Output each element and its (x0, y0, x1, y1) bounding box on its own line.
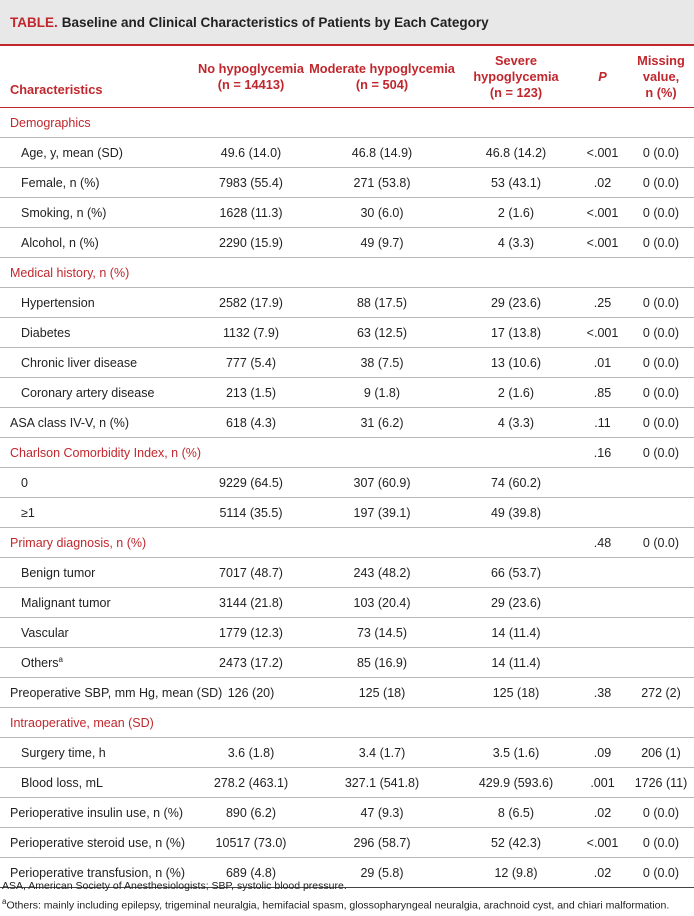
cell-moderate-hypoglycemia: 47 (9.3) (309, 798, 455, 828)
table-row (0, 288, 694, 318)
cell-missing-value (628, 498, 694, 528)
cell-severe-hypoglycemia: 125 (18) (455, 678, 577, 708)
cell-p-value: .48 (577, 528, 628, 558)
cell-p-value: <.001 (577, 228, 628, 258)
cell-no-hypoglycemia: 1132 (7.9) (193, 318, 309, 348)
cell-missing-value: 0 (0.0) (628, 348, 694, 378)
cell-missing-value: 0 (0.0) (628, 138, 694, 168)
cell-moderate-hypoglycemia: 243 (48.2) (309, 558, 455, 588)
cell-p-value (577, 498, 628, 528)
cell-no-hypoglycemia: 7017 (48.7) (193, 558, 309, 588)
table-row (0, 408, 694, 438)
cell-moderate-hypoglycemia: 271 (53.8) (309, 168, 455, 198)
section-label: Primary diagnosis, n (%) (0, 528, 193, 558)
row-label: Chronic liver disease (0, 348, 193, 378)
cell-missing-value: 0 (0.0) (628, 198, 694, 228)
table-row (0, 468, 694, 498)
table-row (0, 618, 694, 648)
cell-moderate-hypoglycemia: 31 (6.2) (309, 408, 455, 438)
cell-severe-hypoglycemia: 74 (60.2) (455, 468, 577, 498)
cell-moderate-hypoglycemia: 9 (1.8) (309, 378, 455, 408)
table-row (0, 378, 694, 408)
section-label: Medical history, n (%) (0, 258, 193, 288)
cell-no-hypoglycemia (193, 528, 309, 558)
header-characteristics: Characteristics (0, 46, 193, 108)
cell-moderate-hypoglycemia: 30 (6.0) (309, 198, 455, 228)
cell-severe-hypoglycemia (455, 708, 577, 738)
cell-p-value (577, 258, 628, 288)
cell-p-value (577, 468, 628, 498)
cell-severe-hypoglycemia (455, 258, 577, 288)
table-row (0, 438, 694, 468)
cell-severe-hypoglycemia: 4 (3.3) (455, 408, 577, 438)
cell-p-value: .16 (577, 438, 628, 468)
section-label: Charlson Comorbidity Index, n (%) (0, 438, 193, 468)
cell-missing-value (628, 588, 694, 618)
cell-severe-hypoglycemia: 53 (43.1) (455, 168, 577, 198)
table-row (0, 138, 694, 168)
characteristics-table (0, 46, 694, 888)
row-label: Coronary artery disease (0, 378, 193, 408)
row-label: Vascular (0, 618, 193, 648)
cell-p-value (577, 108, 628, 138)
cell-missing-value: 0 (0.0) (628, 528, 694, 558)
cell-severe-hypoglycemia (455, 438, 577, 468)
row-label: Preoperative SBP, mm Hg, mean (SD) (0, 678, 193, 708)
cell-p-value: .38 (577, 678, 628, 708)
cell-moderate-hypoglycemia (309, 708, 455, 738)
table-title-label: TABLE. (10, 15, 58, 30)
cell-no-hypoglycemia: 1628 (11.3) (193, 198, 309, 228)
cell-no-hypoglycemia: 689 (4.8) (193, 858, 309, 888)
cell-p-value: .01 (577, 348, 628, 378)
cell-missing-value (628, 558, 694, 588)
table-row (0, 108, 694, 138)
table-row (0, 168, 694, 198)
cell-severe-hypoglycemia: 2 (1.6) (455, 198, 577, 228)
cell-moderate-hypoglycemia: 49 (9.7) (309, 228, 455, 258)
cell-moderate-hypoglycemia: 125 (18) (309, 678, 455, 708)
header-p-value: P (577, 46, 628, 108)
cell-moderate-hypoglycemia: 197 (39.1) (309, 498, 455, 528)
cell-no-hypoglycemia: 49.6 (14.0) (193, 138, 309, 168)
table-row (0, 648, 694, 678)
table-row (0, 198, 694, 228)
cell-moderate-hypoglycemia: 29 (5.8) (309, 858, 455, 888)
row-label: Malignant tumor (0, 588, 193, 618)
table-header-row (0, 46, 694, 108)
row-label: Perioperative transfusion, n (%) (0, 858, 193, 888)
cell-moderate-hypoglycemia (309, 528, 455, 558)
cell-missing-value: 0 (0.0) (628, 438, 694, 468)
row-label: ASA class IV-V, n (%) (0, 408, 193, 438)
cell-severe-hypoglycemia: 4 (3.3) (455, 228, 577, 258)
cell-missing-value: 0 (0.0) (628, 408, 694, 438)
cell-missing-value: 0 (0.0) (628, 828, 694, 858)
cell-no-hypoglycemia: 1779 (12.3) (193, 618, 309, 648)
cell-severe-hypoglycemia (455, 528, 577, 558)
table-body (0, 108, 694, 888)
cell-severe-hypoglycemia: 8 (6.5) (455, 798, 577, 828)
table-row (0, 738, 694, 768)
row-label: 0 (0, 468, 193, 498)
section-label: Demographics (0, 108, 193, 138)
table-row (0, 798, 694, 828)
cell-no-hypoglycemia: 7983 (55.4) (193, 168, 309, 198)
row-label: Diabetes (0, 318, 193, 348)
table-row (0, 768, 694, 798)
cell-moderate-hypoglycemia: 85 (16.9) (309, 648, 455, 678)
table-row (0, 828, 694, 858)
cell-no-hypoglycemia (193, 438, 309, 468)
table-row (0, 318, 694, 348)
cell-missing-value: 0 (0.0) (628, 378, 694, 408)
cell-missing-value (628, 108, 694, 138)
cell-moderate-hypoglycemia: 88 (17.5) (309, 288, 455, 318)
cell-missing-value: 0 (0.0) (628, 228, 694, 258)
table-row (0, 708, 694, 738)
cell-missing-value: 0 (0.0) (628, 858, 694, 888)
cell-severe-hypoglycemia: 46.8 (14.2) (455, 138, 577, 168)
cell-p-value: <.001 (577, 318, 628, 348)
table-row (0, 258, 694, 288)
row-label: Perioperative insulin use, n (%) (0, 798, 193, 828)
cell-missing-value: 1726 (11) (628, 768, 694, 798)
header-missing-value: Missing value, n (%) (628, 46, 694, 108)
cell-moderate-hypoglycemia: 103 (20.4) (309, 588, 455, 618)
cell-moderate-hypoglycemia: 307 (60.9) (309, 468, 455, 498)
cell-no-hypoglycemia: 890 (6.2) (193, 798, 309, 828)
cell-no-hypoglycemia: 3144 (21.8) (193, 588, 309, 618)
header-no-hypoglycemia: No hypoglycemia (n = 14413) (193, 46, 309, 108)
table-row (0, 558, 694, 588)
cell-missing-value (628, 258, 694, 288)
cell-severe-hypoglycemia: 14 (11.4) (455, 648, 577, 678)
cell-moderate-hypoglycemia: 38 (7.5) (309, 348, 455, 378)
cell-severe-hypoglycemia (455, 108, 577, 138)
table-title (0, 0, 694, 46)
cell-missing-value (628, 468, 694, 498)
cell-no-hypoglycemia: 213 (1.5) (193, 378, 309, 408)
row-label: Alcohol, n (%) (0, 228, 193, 258)
row-label: Benign tumor (0, 558, 193, 588)
cell-missing-value: 0 (0.0) (628, 318, 694, 348)
cell-no-hypoglycemia: 3.6 (1.8) (193, 738, 309, 768)
cell-p-value (577, 558, 628, 588)
cell-missing-value (628, 618, 694, 648)
cell-moderate-hypoglycemia: 296 (58.7) (309, 828, 455, 858)
footnote-abbreviations: ASA, American Society of Anesthesiologists; SBP, systolic blood pressure. (2, 880, 347, 892)
cell-p-value: .02 (577, 858, 628, 888)
cell-severe-hypoglycemia: 49 (39.8) (455, 498, 577, 528)
cell-no-hypoglycemia: 10517 (73.0) (193, 828, 309, 858)
cell-missing-value: 0 (0.0) (628, 798, 694, 828)
cell-moderate-hypoglycemia (309, 438, 455, 468)
cell-no-hypoglycemia (193, 258, 309, 288)
cell-p-value (577, 618, 628, 648)
cell-severe-hypoglycemia: 13 (10.6) (455, 348, 577, 378)
cell-moderate-hypoglycemia: 46.8 (14.9) (309, 138, 455, 168)
row-label: ≥1 (0, 498, 193, 528)
cell-missing-value: 206 (1) (628, 738, 694, 768)
cell-no-hypoglycemia: 5114 (35.5) (193, 498, 309, 528)
header-severe-hypoglycemia: Severe hypoglycemia (n = 123) (455, 46, 577, 108)
table-row (0, 228, 694, 258)
cell-p-value: .85 (577, 378, 628, 408)
row-label: Blood loss, mL (0, 768, 193, 798)
table-row (0, 678, 694, 708)
cell-no-hypoglycemia: 9229 (64.5) (193, 468, 309, 498)
cell-moderate-hypoglycemia: 63 (12.5) (309, 318, 455, 348)
row-label: Hypertension (0, 288, 193, 318)
cell-missing-value: 0 (0.0) (628, 168, 694, 198)
cell-no-hypoglycemia: 126 (20) (193, 678, 309, 708)
cell-moderate-hypoglycemia: 73 (14.5) (309, 618, 455, 648)
cell-severe-hypoglycemia: 17 (13.8) (455, 318, 577, 348)
cell-p-value: .11 (577, 408, 628, 438)
cell-severe-hypoglycemia: 2 (1.6) (455, 378, 577, 408)
cell-p-value: <.001 (577, 828, 628, 858)
cell-severe-hypoglycemia: 12 (9.8) (455, 858, 577, 888)
table-row (0, 588, 694, 618)
cell-moderate-hypoglycemia: 327.1 (541.8) (309, 768, 455, 798)
cell-no-hypoglycemia: 278.2 (463.1) (193, 768, 309, 798)
row-label: Others$^a$ (0, 648, 193, 678)
cell-severe-hypoglycemia: 14 (11.4) (455, 618, 577, 648)
cell-no-hypoglycemia (193, 708, 309, 738)
section-label: Intraoperative, mean (SD) (0, 708, 193, 738)
row-label: Perioperative steroid use, n (%) (0, 828, 193, 858)
header-moderate-hypoglycemia: Moderate hypoglycemia (n = 504) (309, 46, 455, 108)
cell-p-value: <.001 (577, 198, 628, 228)
footnote-others: $^a$Others: mainly including epilepsy, trigeminal neuralgia, hemifacial spasm, glossopharyngeal neuralgia, arachnoid cyst, and chiari malformation. (2, 897, 670, 912)
cell-moderate-hypoglycemia: 3.4 (1.7) (309, 738, 455, 768)
cell-no-hypoglycemia: 2473 (17.2) (193, 648, 309, 678)
cell-p-value (577, 588, 628, 618)
cell-no-hypoglycemia: 2290 (15.9) (193, 228, 309, 258)
cell-no-hypoglycemia: 2582 (17.9) (193, 288, 309, 318)
table-title-text: Baseline and Clinical Characteristics of Patients by Each Category (61, 15, 489, 30)
cell-p-value (577, 648, 628, 678)
cell-no-hypoglycemia (193, 108, 309, 138)
cell-p-value: .001 (577, 768, 628, 798)
cell-p-value: .09 (577, 738, 628, 768)
table-row (0, 498, 694, 528)
cell-moderate-hypoglycemia (309, 258, 455, 288)
table-row (0, 528, 694, 558)
row-label: Age, y, mean (SD) (0, 138, 193, 168)
cell-no-hypoglycemia: 777 (5.4) (193, 348, 309, 378)
cell-severe-hypoglycemia: 52 (42.3) (455, 828, 577, 858)
table-row (0, 348, 694, 378)
cell-severe-hypoglycemia: 29 (23.6) (455, 588, 577, 618)
cell-p-value: <.001 (577, 138, 628, 168)
cell-moderate-hypoglycemia (309, 108, 455, 138)
cell-severe-hypoglycemia: 429.9 (593.6) (455, 768, 577, 798)
cell-severe-hypoglycemia: 3.5 (1.6) (455, 738, 577, 768)
cell-p-value: .25 (577, 288, 628, 318)
cell-severe-hypoglycemia: 29 (23.6) (455, 288, 577, 318)
row-label: Female, n (%) (0, 168, 193, 198)
cell-no-hypoglycemia: 618 (4.3) (193, 408, 309, 438)
cell-p-value: .02 (577, 798, 628, 828)
cell-missing-value (628, 648, 694, 678)
cell-missing-value: 272 (2) (628, 678, 694, 708)
cell-missing-value: 0 (0.0) (628, 288, 694, 318)
cell-p-value (577, 708, 628, 738)
cell-severe-hypoglycemia: 66 (53.7) (455, 558, 577, 588)
cell-p-value: .02 (577, 168, 628, 198)
row-label: Smoking, n (%) (0, 198, 193, 228)
row-label: Surgery time, h (0, 738, 193, 768)
cell-missing-value (628, 708, 694, 738)
